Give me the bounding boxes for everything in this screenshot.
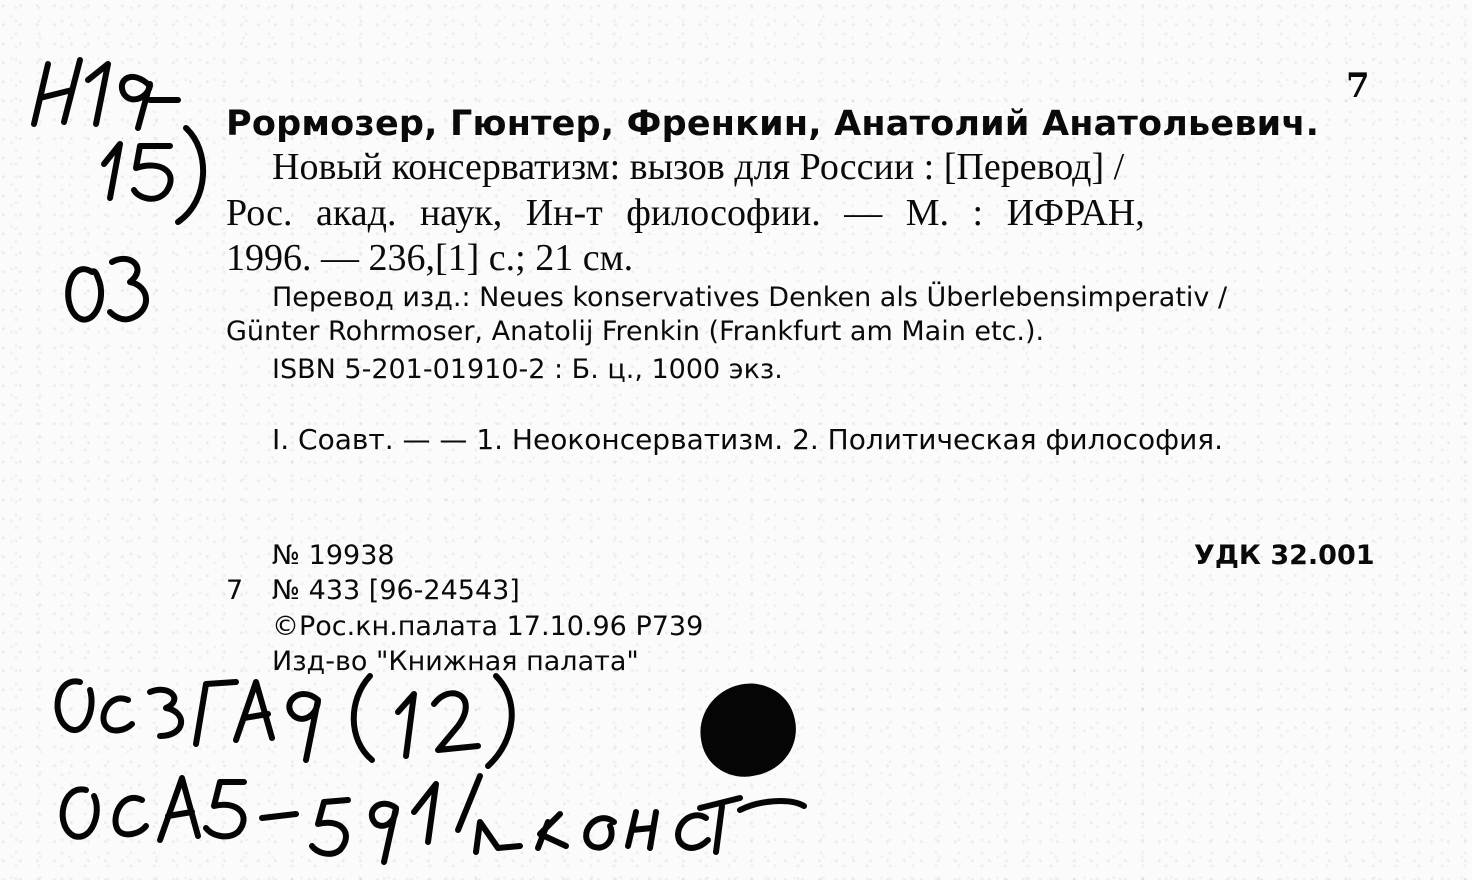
subject-headings: I. Соавт. — — 1. Неоконсерватизм. 2. Политическая философия. (272, 423, 1224, 456)
title-line: Новый консерватизм: вызов для России : [Перевод] / (272, 146, 1125, 188)
title-line: 1996. — 236,[1] с.; 21 см. (226, 237, 634, 279)
udc-code: УДК 32.001 (1194, 540, 1375, 571)
title-line: Рос. акад. наук, Ин-т философии. — М. : ИФРАН, (226, 192, 1145, 234)
translation-note: Günter Rohrmoser, Anatolij Frenkin (Frankfurt am Main etc.). (226, 316, 1045, 347)
sequence-number: 7 (226, 575, 244, 606)
publisher-line: Изд-во "Книжная палата" (272, 646, 639, 677)
translation-note: Перевод изд.: Neues konservatives Denken als Überlebensimperativ / (272, 282, 1228, 313)
record-number: № 19938 (272, 540, 395, 571)
isbn-note: ISBN 5-201-01910-2 : Б. ц., 1000 экз. (272, 354, 783, 385)
record-number-secondary: № 433 [96-24543] (272, 575, 520, 606)
card-number: 7 (1346, 66, 1370, 106)
copyright-line: ©Рос.кн.палата 17.10.96 Р739 (272, 611, 704, 642)
author-heading: Рормозер, Гюнтер, Френкин, Анатолий Анатольевич. (226, 104, 1320, 144)
